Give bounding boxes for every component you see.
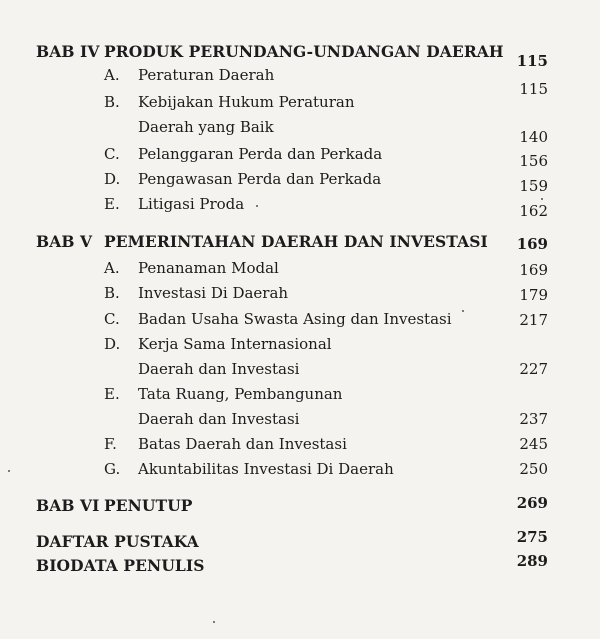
item-page: 140: [519, 128, 548, 146]
item-page: 250: [519, 460, 548, 478]
item-letter: B.: [104, 93, 120, 111]
item-title: Kebijakan Hukum Peraturan: [138, 93, 355, 111]
item-title: Pelanggaran Perda dan Perkada: [138, 145, 383, 163]
back-matter-title: DAFTAR PUSTAKA: [36, 532, 199, 551]
item-letter: A.: [104, 259, 120, 277]
item-page: 227: [519, 360, 548, 378]
item-title-continued: Daerah yang Baik: [138, 118, 274, 136]
scan-speck: [462, 310, 464, 312]
item-letter: D.: [104, 335, 121, 353]
item-page: 217: [519, 311, 548, 329]
chapter-page: 269: [516, 494, 548, 512]
item-letter: A.: [104, 66, 120, 84]
item-letter: E.: [104, 385, 120, 403]
chapter-label: BAB V: [36, 232, 93, 251]
item-letter: F.: [104, 435, 117, 453]
scan-speck: [213, 621, 215, 623]
back-matter-page: 275: [516, 528, 548, 546]
back-matter-title: BIODATA PENULIS: [36, 556, 205, 575]
item-title: Tata Ruang, Pembangunan: [138, 385, 343, 403]
item-title-continued: Daerah dan Investasi: [138, 360, 300, 378]
back-matter-page: 289: [516, 552, 548, 570]
item-page: 159: [519, 177, 548, 195]
item-title: Kerja Sama Internasional: [138, 335, 332, 353]
item-page: 245: [519, 435, 548, 453]
item-letter: E.: [104, 195, 120, 213]
item-title: Investasi Di Daerah: [138, 284, 289, 302]
item-page: 179: [519, 286, 548, 304]
chapter-title: PENUTUP: [104, 496, 193, 515]
item-page: 115: [519, 80, 548, 98]
item-page: 237: [519, 410, 548, 428]
chapter-title: PEMERINTAHAN DAERAH DAN INVESTASI: [104, 232, 488, 251]
item-letter: D.: [104, 170, 121, 188]
item-title: Badan Usaha Swasta Asing dan Investasi: [138, 310, 452, 328]
item-page: 156: [519, 152, 548, 170]
chapter-page: 115: [516, 52, 548, 70]
chapter-page: 169: [516, 235, 548, 253]
chapter-title: PRODUK PERUNDANG-UNDANGAN DAERAH: [104, 42, 504, 61]
item-letter: G.: [104, 460, 121, 478]
scan-speck: [8, 470, 10, 472]
item-title: Litigasi Proda: [138, 195, 245, 213]
item-page: 162: [519, 202, 548, 220]
item-title-continued: Daerah dan Investasi: [138, 410, 300, 428]
item-title: Peraturan Daerah: [138, 66, 275, 84]
scan-speck: [256, 205, 258, 207]
scan-speck: [541, 198, 543, 200]
item-letter: C.: [104, 145, 120, 163]
item-page: 169: [519, 261, 548, 279]
item-title: Penanaman Modal: [138, 259, 279, 277]
item-letter: B.: [104, 284, 120, 302]
item-title: Pengawasan Perda dan Perkada: [138, 170, 382, 188]
chapter-label: BAB VI: [36, 496, 100, 515]
item-title: Batas Daerah dan Investasi: [138, 435, 347, 453]
item-letter: C.: [104, 310, 120, 328]
item-title: Akuntabilitas Investasi Di Daerah: [138, 460, 394, 478]
chapter-label: BAB IV: [36, 42, 100, 61]
